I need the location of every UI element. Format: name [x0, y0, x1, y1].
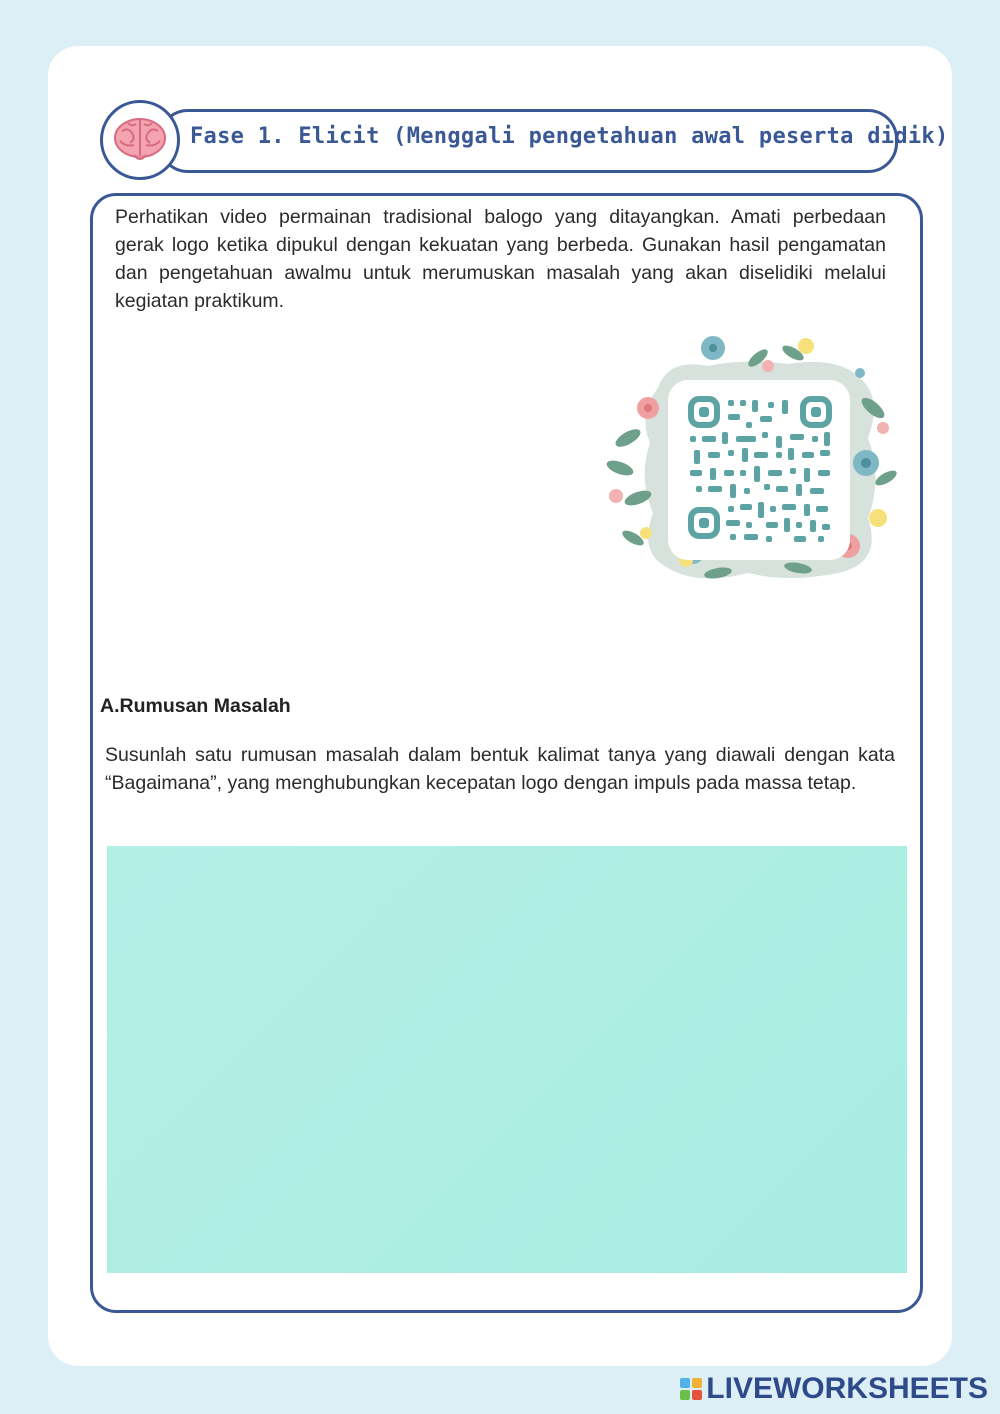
phase-title: Fase 1. Elicit (Menggali pengetahuan awal peserta didik): [190, 124, 949, 149]
answer-textarea[interactable]: [107, 846, 907, 1273]
intro-paragraph: Perhatikan video permainan tradisional balogo yang ditayangkan. Amati perbedaan gerak logo ketika dipukul dengan kekuatan yang berbeda. Gunakan hasil pengamatan dan pengetahuan awalmu untuk merumuskan masalah yang akan diselidiki melalui kegiatan praktikum.: [115, 206, 886, 312]
qr-code-card[interactable]: [598, 328, 910, 588]
brain-badge: [100, 100, 180, 180]
brand-name: LIVEWORKSHEETS: [706, 1372, 988, 1405]
liveworksheets-logo-icon: [680, 1378, 702, 1400]
brain-icon: [110, 113, 170, 167]
qr-code-icon: [598, 328, 910, 588]
instruction-paragraph: Susunlah satu rumusan masalah dalam bentuk kalimat tanya yang diawali dengan kata “Bagaimana”, yang menghubungkan kecepatan logo dengan impuls pada massa tetap.: [105, 744, 895, 794]
section-heading-rumusan-masalah: A.Rumusan Masalah: [100, 695, 291, 717]
liveworksheets-brand[interactable]: [680, 1372, 988, 1406]
phase-header: [100, 100, 949, 180]
